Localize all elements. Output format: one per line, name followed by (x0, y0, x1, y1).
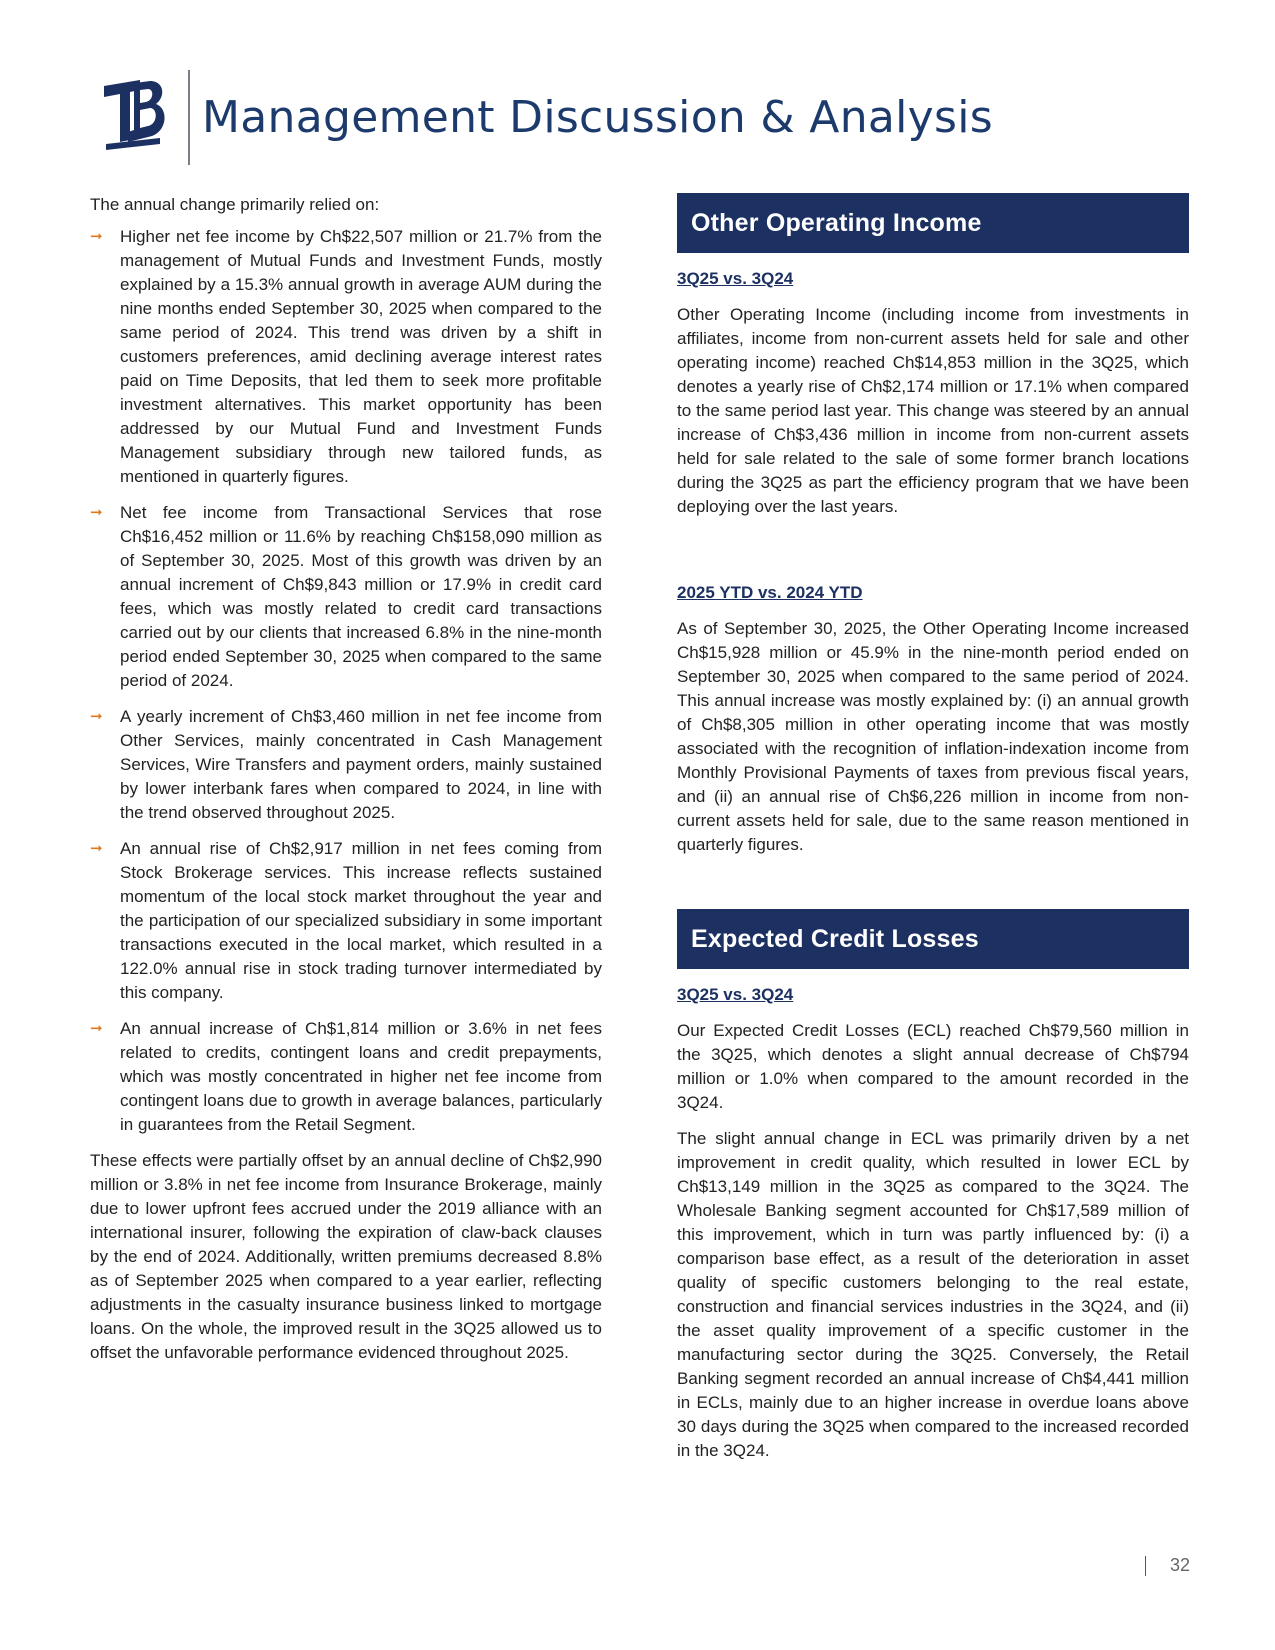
list-item: ➞ A yearly increment of Ch$3,460 million in net fee income from Other Services, mainly concentrated in Cash Management Services, Wire Transfers and payment orders, mainly sustained by lower interbank fares when compared to 2024, in line with the trend observed throughout 2025. (90, 707, 602, 822)
list-item: ➞ Higher net fee income by Ch$22,507 million or 21.7% from the management of Mutual Funds and Investment Funds, mostly explained by a 15.3% annual growth in average AUM during the nine months ended September 30, 2025 when compared to the same period of 2024. This trend was driven by a shift in customers preferences, amid declining average interest rates paid on Time Deposits, that led them to seek more profitable investment alternatives. This market opportunity has been addressed by our Mutual Fund and Investment Funds Management subsidiary through new tailored funds, as mentioned in quarterly figures. (90, 227, 602, 486)
ecl-paragraph-2: The slight annual change in ECL was primarily driven by a net improvement in credit quality, which resulted in lower ECL by Ch$13,149 million in the 3Q25 as compared to the 3Q24. The Wholesale Banking segment accounted for Ch$17,589 million of this improvement, which in turn was partly influenced by: (i) a comparison base effect, as a result of the deterioration in asset quality of specific customers belonging to the real estate, construction and financial services industries in the 3Q24, and (ii) the asset quality improvement of a specific customer in the manufacturing sector during the 3Q25. Conversely, the Retail Banking segment recorded an annual increase of Ch$4,441 million in ECLs, mainly due to an higher increase in overdue loans above 30 days during the 3Q25 when compared to the increased recorded in the 3Q24. (677, 1129, 1189, 1460)
bank-monogram-logo (100, 78, 170, 150)
ooi-quarterly-paragraph: Other Operating Income (including income from investments in affiliates, income from non-current assets held for sale and other operating income) reached Ch$14,853 million in the 3Q25, which denotes a yearly rise of Ch$2,174 million or 17.1% when compared to the same period last year. This change was steered by an annual increase of Ch$3,436 million in income from non-current assets held for sale related to the sale of some former branch locations during the 3Q25 as part the efficiency program that we have been deploying over the last years. (677, 305, 1189, 516)
section-header-other-operating-income: Other Operating Income (677, 193, 1189, 253)
page-header (100, 70, 1000, 165)
page-footer (1145, 1555, 1190, 1576)
arrow-bullet-icon: ➞ (90, 1020, 103, 1037)
ooi-ytd-paragraph: As of September 30, 2025, the Other Operating Income increased Ch$15,928 million or 45.9% in the nine-month period ended on September 30, 2025 when compared to the same period of 2024. This annual increase was mostly explained by: (i) an annual growth of Ch$8,305 million in other operating income that was mostly associated with the recognition of inflation-indexation income from Monthly Provisional Payments of taxes from previous fiscal years, and (ii) an annual rise of Ch$6,226 million in income from non-current assets held for sale, due to the same reason mentioned in quarterly figures. (677, 619, 1189, 854)
arrow-bullet-icon: ➞ (90, 228, 103, 245)
header-divider (188, 70, 190, 165)
left-column (90, 193, 602, 1377)
list-item: ➞ An annual increase of Ch$1,814 million or 3.6% in net fees related to credits, contingent loans and credit prepayments, which was mostly concentrated in higher net fee income from contingent loans due to growth in average balances, particularly in guarantees from the Retail Segment. (90, 1019, 602, 1134)
list-item: ➞ An annual rise of Ch$2,917 million in net fees coming from Stock Brokerage services. This increase reflects sustained momentum of the local stock market throughout the year and the participation of our specialized subsidiary in some important transactions executed in the local market, which resulted in a 122.0% annual rise in stock trading turnover intermediated by this company. (90, 839, 602, 1002)
arrow-bullet-icon: ➞ (90, 504, 103, 521)
intro-text: The annual change primarily relied on: (90, 195, 380, 214)
page-title: Management Discussion & Analysis (202, 92, 993, 143)
page-number: 32 (1169, 1555, 1190, 1575)
fee-drivers-list (90, 225, 602, 1137)
arrow-bullet-icon: ➞ (90, 708, 103, 725)
list-item: ➞ Net fee income from Transactional Services that rose Ch$16,452 million or 11.6% by reaching Ch$158,090 million as of September 30, 2025. Most of this growth was driven by an annual increment of Ch$9,843 million or 17.9% in credit card fees, which was mostly related to credit card transactions carried out by our clients that increased 6.8% in the nine-month period ended September 30, 2025 when compared to the same period of 2024. (90, 503, 602, 690)
arrow-bullet-icon: ➞ (90, 840, 103, 857)
subsection-heading: 3Q25 vs. 3Q24 (677, 269, 794, 288)
subsection-heading: 3Q25 vs. 3Q24 (677, 985, 794, 1004)
ecl-paragraph-1: Our Expected Credit Losses (ECL) reached Ch$79,560 million in the 3Q25, which denotes a slight annual decrease of Ch$794 million or 1.0% when compared to the amount recorded in the 3Q24. (677, 1021, 1189, 1112)
section-header-expected-credit-losses: Expected Credit Losses (677, 909, 1189, 969)
closing-paragraph: These effects were partially offset by an annual decline of Ch$2,990 million or 3.8% in net fee income from Insurance Brokerage, mainly due to lower upfront fees accrued under the 2019 alliance with an international insurer, following the expiration of claw-back clauses by the end of 2024. Additionally, written premiums decreased 8.8% as of September 2025 when compared to a year earlier, reflecting adjustments in the casualty insurance business linked to mortgage loans. On the whole, the improved result in the 3Q25 allowed us to offset the unfavorable performance evidenced throughout 2025. (90, 1151, 602, 1362)
subsection-heading: 2025 YTD vs. 2024 YTD (677, 583, 863, 602)
right-column (677, 193, 1189, 1475)
footer-divider (1145, 1556, 1146, 1576)
